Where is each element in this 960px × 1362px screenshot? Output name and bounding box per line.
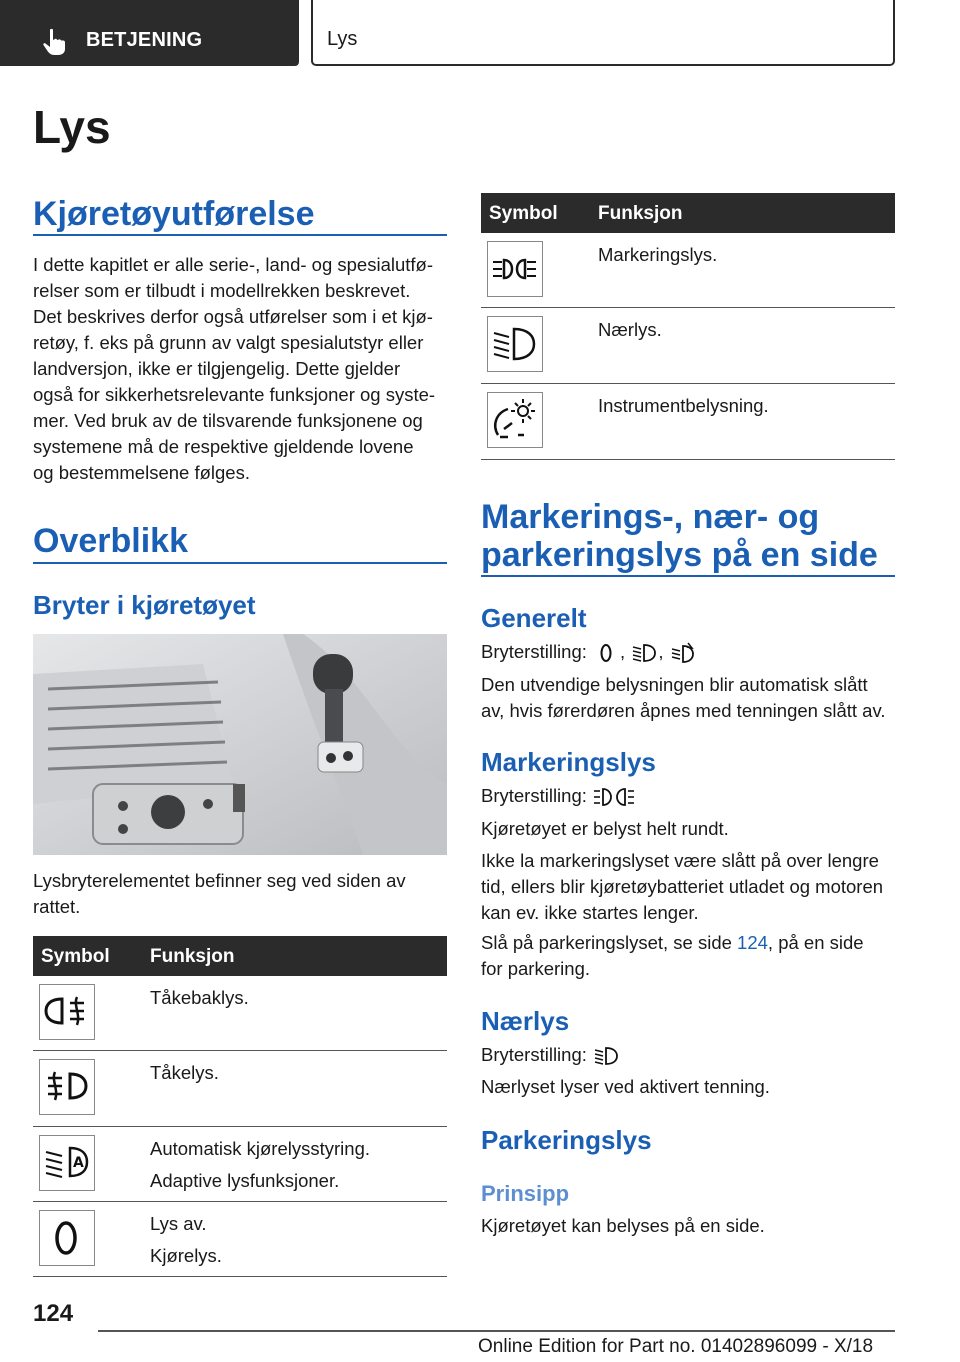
table-row: Instrumentbelysning. [481, 384, 895, 460]
section-title-overblikk: Overblikk [33, 522, 188, 560]
lights-off-icon [592, 641, 620, 665]
markeringslys-warning: Ikke la markeringslyset være slått på over lengre tid, ellers blir kjøretøybatteriet utladet og motoren kan ev. ikke startes lenger. [481, 850, 884, 923]
table-row: A Automatisk kjørelysstyring. Adaptive lysfunksjoner. [33, 1127, 447, 1202]
table-row: Tåkebaklys. [33, 976, 447, 1051]
heading-naerlys: Nærlys [481, 1006, 570, 1036]
heading-prinsipp: Prinsipp [481, 1181, 570, 1206]
topic-label: Lys [327, 28, 358, 50]
symbol-table-left [33, 936, 447, 1277]
table-row: Nærlys. [481, 308, 895, 384]
table-row: Markeringslys. [481, 233, 895, 308]
section-label: BETJENING [86, 29, 203, 51]
page-number: 124 [33, 1300, 74, 1327]
page-title: Lys [33, 101, 111, 153]
section-title-kjoretoyutforelse: Kjøretøyutførelse [33, 195, 315, 233]
symbol-table-right [481, 193, 895, 460]
section-rule [481, 575, 895, 577]
markeringslys-p3: Slå på parkeringslyset, se side 124, på en side for parkering. [481, 932, 864, 979]
section-tab [0, 0, 299, 66]
table-header: Symbol Funksjon [33, 936, 447, 976]
instrument-lighting-icon [487, 392, 543, 448]
topic-tab [311, 0, 895, 66]
heading-markeringslys: Markeringslys [481, 747, 656, 777]
rear-fog-light-icon [39, 984, 95, 1040]
svg-text:A: A [73, 1155, 84, 1171]
front-fog-light-icon [39, 1059, 95, 1115]
naerlys-body: Nærlyset lyser ved aktivert tenning. [481, 1076, 770, 1097]
light-switch-photo [33, 634, 447, 855]
switch-position-line: Bryterstilling: [481, 1042, 901, 1068]
markeringslys-p1: Kjøretøyet er belyst helt rundt. [481, 818, 729, 839]
section-title-markeringslys-side: Markerings-, nær- og parkeringslys på en side [481, 498, 878, 574]
switch-position-line: Bryterstilling: [481, 783, 901, 809]
parking-light-icon [487, 241, 543, 297]
generelt-body: Den utvendige belysningen blir automatisk slått av, hvis førerdøren åpnes med tenningen slått av. [481, 674, 886, 721]
low-beam-icon [630, 641, 658, 665]
section-rule [33, 234, 447, 236]
parking-light-icon [592, 785, 636, 809]
table-row: Lys av. Kjørelys. [33, 1202, 447, 1277]
heading-generelt: Generelt [481, 603, 587, 633]
heading-parkeringslys: Parkeringslys [481, 1125, 652, 1155]
auto-headlight-icon [669, 641, 697, 665]
switch-position-line: Bryterstilling: , , [481, 639, 901, 665]
table-row: Tåkelys. [33, 1051, 447, 1127]
photo-caption: Lysbryterelementet befinner seg ved siden av rattet. [33, 870, 406, 917]
section-rule [33, 562, 447, 564]
edition-label: Online Edition for Part no. 01402896099 - X/18 [478, 1336, 874, 1357]
page-reference-link[interactable]: 124 [737, 932, 768, 953]
subsection-title: Bryter i kjøretøyet [33, 590, 256, 620]
parkeringslys-body: Kjøretøyet kan belyses på en side. [481, 1215, 765, 1236]
low-beam-icon [487, 316, 543, 372]
hand-pointer-icon [42, 28, 68, 56]
footer-rule [98, 1330, 895, 1332]
auto-headlight-icon [39, 1135, 95, 1191]
section-body: I dette kapitlet er alle serie-, land- og spesialutfø- relser som er tilbudt i modellrekken beskrevet. Det beskrives derfor også utførelser som i et kjø- retøy, f. eks på grunn av valgt spesialutstyr eller landversjon, ikke er tilgjengelig. Dette gjelder også for sikkerhetsrelevante funksjoner og syste- mer. Ved bruk av de tilsvarende funksjonene og systemene må de respektive gjeldende lovene og bestemmelsene følges. [33, 254, 436, 483]
lights-off-icon [39, 1210, 95, 1266]
table-header: Symbol Funksjon [481, 193, 895, 233]
low-beam-icon [592, 1044, 620, 1068]
